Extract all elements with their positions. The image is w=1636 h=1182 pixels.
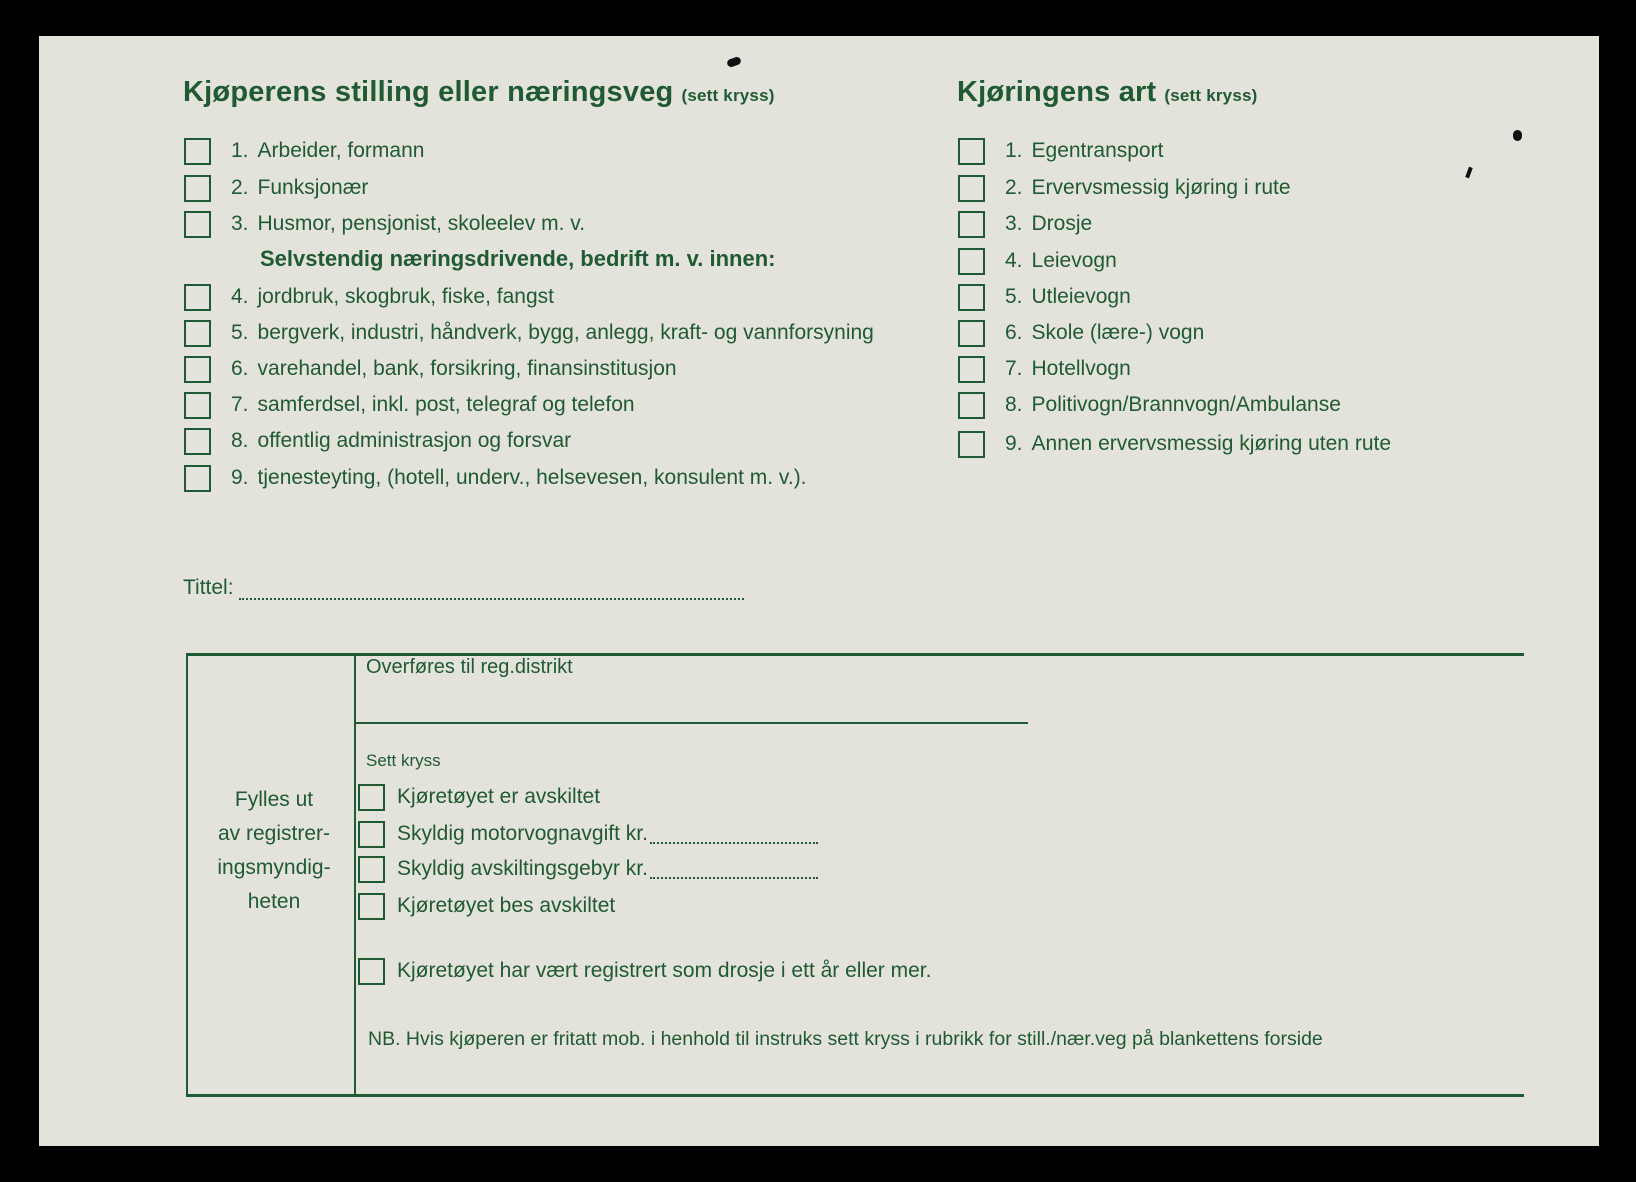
occupation-option-1[interactable] xyxy=(184,135,424,167)
checkbox[interactable] xyxy=(184,392,211,419)
option-number: 6. xyxy=(1005,321,1023,344)
buyer-occupation-heading-text: Kjøperens stilling eller næringsveg xyxy=(183,76,674,108)
driving-type-heading-note: (sett kryss) xyxy=(1164,86,1258,105)
check-label: Kjøretøyet er avskiltet xyxy=(397,785,601,808)
check-instruction: Sett kryss xyxy=(366,751,441,770)
amount-dotted-line[interactable] xyxy=(650,824,818,844)
side-label-line: Fylles ut xyxy=(234,788,314,811)
driving-option-3[interactable] xyxy=(958,208,1092,240)
option-label: offentlig administrasjon og forsvar xyxy=(257,429,572,452)
check-label: Kjøretøyet bes avskiltet xyxy=(397,894,616,917)
option-label: bergverk, industri, håndverk, bygg, anlegg, kraft- og vannforsyning xyxy=(257,321,874,344)
paper-speck xyxy=(1513,130,1522,141)
checkbox[interactable] xyxy=(184,356,211,383)
checkbox[interactable] xyxy=(184,138,211,165)
checkbox[interactable] xyxy=(184,284,211,311)
checkbox[interactable] xyxy=(958,138,985,165)
checkbox[interactable] xyxy=(958,211,985,238)
checkbox[interactable] xyxy=(958,320,985,347)
transfer-district-label: Overføres til reg.distrikt xyxy=(366,656,573,678)
checkbox[interactable] xyxy=(958,356,985,383)
driving-option-5[interactable] xyxy=(958,281,1131,313)
option-number: 1. xyxy=(231,139,249,162)
driving-option-2[interactable] xyxy=(958,172,1291,204)
checkbox[interactable] xyxy=(958,392,985,419)
checkbox[interactable] xyxy=(184,428,211,455)
option-label: Politivogn/Brannvogn/Ambulanse xyxy=(1031,393,1341,416)
option-number: 2. xyxy=(231,176,249,199)
occupation-option-3[interactable] xyxy=(184,208,585,240)
checkbox[interactable] xyxy=(958,431,985,458)
option-label: jordbruk, skogbruk, fiske, fangst xyxy=(257,285,554,308)
side-label-line: ingsmyndig- xyxy=(217,856,331,879)
transfer-field-line xyxy=(356,722,1028,724)
driving-option-9[interactable] xyxy=(958,428,1391,460)
driving-option-6[interactable] xyxy=(958,317,1204,349)
option-label: Hotellvogn xyxy=(1031,357,1131,380)
driving-option-4[interactable] xyxy=(958,245,1117,277)
option-number: 8. xyxy=(231,429,249,452)
check-vehicle-tax-owed[interactable] xyxy=(358,818,818,850)
driving-type-heading-text: Kjøringens art xyxy=(957,76,1157,108)
option-number: 4. xyxy=(231,285,249,308)
option-number: 1. xyxy=(1005,139,1023,162)
option-number: 3. xyxy=(1005,212,1023,235)
option-label: Funksjonær xyxy=(257,176,369,199)
checkbox[interactable] xyxy=(358,893,385,920)
option-label: Utleievogn xyxy=(1031,285,1131,308)
option-number: 7. xyxy=(1005,357,1023,380)
option-number: 9. xyxy=(1005,432,1023,455)
option-label: Egentransport xyxy=(1031,139,1164,162)
checkbox[interactable] xyxy=(358,856,385,883)
occupation-option-9[interactable] xyxy=(184,462,807,494)
option-number: 5. xyxy=(1005,285,1023,308)
checkbox[interactable] xyxy=(358,821,385,848)
checkbox[interactable] xyxy=(958,175,985,202)
checkbox[interactable] xyxy=(184,175,211,202)
occupation-option-8[interactable] xyxy=(184,425,571,457)
option-number: 6. xyxy=(231,357,249,380)
box-bottom-line xyxy=(186,1094,1524,1097)
title-label: Tittel: xyxy=(183,576,234,599)
driving-option-1[interactable] xyxy=(958,135,1163,167)
option-label: Drosje xyxy=(1031,212,1093,235)
occupation-option-7[interactable] xyxy=(184,389,635,421)
amount-dotted-line[interactable] xyxy=(650,859,818,879)
driving-option-7[interactable] xyxy=(958,353,1131,385)
title-dotted-line[interactable] xyxy=(239,580,744,600)
side-label-line: heten xyxy=(247,890,301,913)
occupation-option-6[interactable] xyxy=(184,353,677,385)
check-label: Skyldig avskiltingsgebyr kr. xyxy=(397,857,648,880)
checkbox[interactable] xyxy=(958,284,985,311)
check-label: Kjøretøyet har vært registrert som drosje i ett år eller mer. xyxy=(397,959,932,982)
option-label: Annen ervervsmessig kjøring uten rute xyxy=(1031,432,1392,455)
self-employed-subheading: Selvstendig næringsdrivende, bedrift m. v. innen: xyxy=(260,246,776,271)
occupation-option-2[interactable] xyxy=(184,172,368,204)
check-request-deregistration[interactable] xyxy=(358,890,615,922)
checkbox[interactable] xyxy=(358,784,385,811)
check-deregistered[interactable] xyxy=(358,781,600,813)
option-number: 3. xyxy=(231,212,249,235)
driving-type-heading xyxy=(957,76,1258,109)
option-label: tjenesteyting, (hotell, underv., helsevesen, konsulent m. v.). xyxy=(257,466,807,489)
option-label: samferdsel, inkl. post, telegraf og telefon xyxy=(257,393,635,416)
title-field[interactable] xyxy=(183,576,744,600)
buyer-occupation-heading xyxy=(183,76,775,109)
option-number: 8. xyxy=(1005,393,1023,416)
checkbox[interactable] xyxy=(958,248,985,275)
checkbox[interactable] xyxy=(184,465,211,492)
checkbox[interactable] xyxy=(184,320,211,347)
nb-note: NB. Hvis kjøperen er fritatt mob. i henhold til instruks sett kryss i rubrikk for still./nær.veg på blankettens forside xyxy=(368,1028,1323,1050)
option-label: Ervervsmessig kjøring i rute xyxy=(1031,176,1291,199)
check-label: Skyldig motorvognavgift kr. xyxy=(397,822,648,845)
checkbox[interactable] xyxy=(184,211,211,238)
check-registered-as-taxi[interactable] xyxy=(358,955,931,987)
occupation-option-5[interactable] xyxy=(184,317,874,349)
option-number: 9. xyxy=(231,466,249,489)
option-number: 7. xyxy=(231,393,249,416)
driving-option-8[interactable] xyxy=(958,389,1341,421)
side-label-line: av registrer- xyxy=(217,822,331,845)
option-label: varehandel, bank, forsikring, finansinstitusjon xyxy=(257,357,677,380)
buyer-occupation-heading-note: (sett kryss) xyxy=(681,86,775,105)
option-number: 4. xyxy=(1005,249,1023,272)
authority-side-label xyxy=(186,783,362,919)
option-number: 2. xyxy=(1005,176,1023,199)
option-label: Leievogn xyxy=(1031,249,1117,272)
occupation-option-4[interactable] xyxy=(184,281,554,313)
option-label: Husmor, pensjonist, skoleelev m. v. xyxy=(257,212,586,235)
option-label: Skole (lære-) vogn xyxy=(1031,321,1205,344)
option-label: Arbeider, formann xyxy=(257,139,425,162)
checkbox[interactable] xyxy=(358,958,385,985)
option-number: 5. xyxy=(231,321,249,344)
check-deregistration-fee-owed[interactable] xyxy=(358,853,818,885)
